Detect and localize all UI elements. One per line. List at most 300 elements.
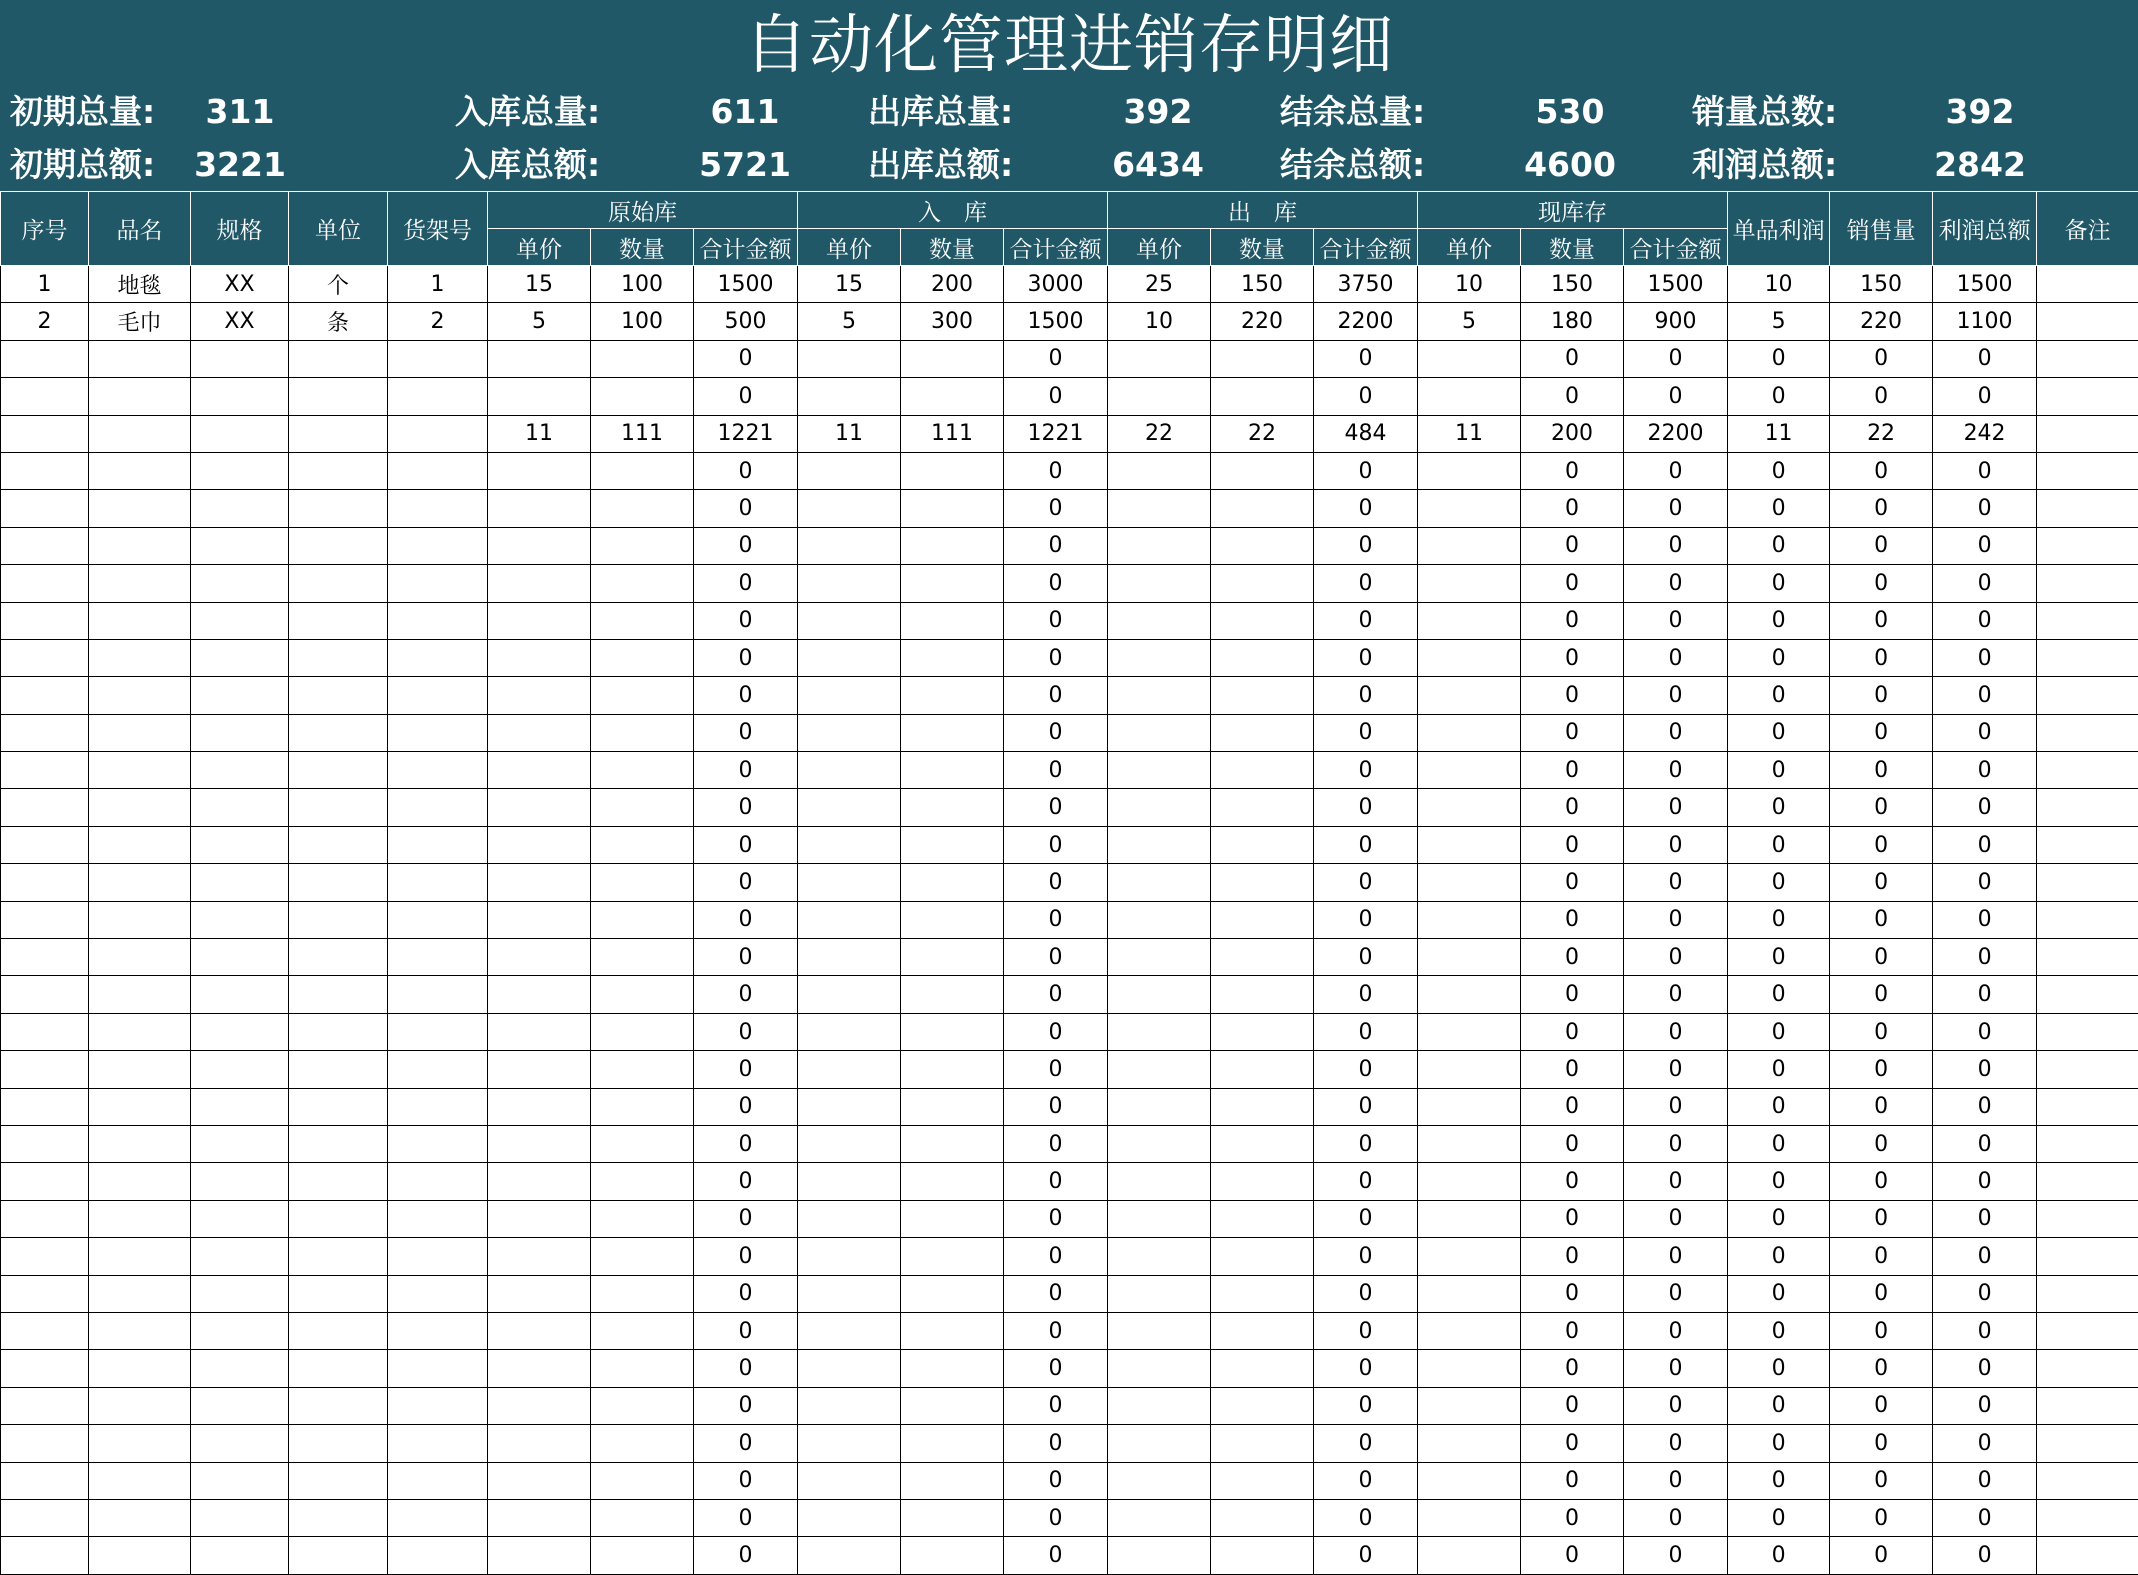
table-cell[interactable] — [388, 1125, 488, 1162]
table-cell[interactable] — [591, 1499, 694, 1536]
table-cell[interactable] — [2037, 901, 2138, 938]
table-cell[interactable] — [388, 752, 488, 789]
table-cell[interactable]: 0 — [1521, 1425, 1624, 1462]
table-cell[interactable] — [1, 565, 89, 602]
table-cell[interactable] — [798, 939, 901, 976]
table-cell[interactable] — [1418, 976, 1521, 1013]
table-cell[interactable] — [591, 752, 694, 789]
table-cell[interactable] — [1, 415, 89, 452]
table-cell[interactable]: 0 — [1521, 602, 1624, 639]
table-cell[interactable] — [89, 1125, 191, 1162]
table-cell[interactable] — [289, 565, 388, 602]
table-cell[interactable]: 0 — [1004, 714, 1108, 751]
table-cell[interactable]: 0 — [1830, 789, 1933, 826]
table-cell[interactable]: 0 — [694, 340, 798, 377]
table-cell[interactable]: 0 — [1314, 1499, 1418, 1536]
table-cell[interactable] — [89, 1088, 191, 1125]
table-cell[interactable] — [388, 789, 488, 826]
table-cell[interactable]: 1221 — [1004, 415, 1108, 452]
table-cell[interactable] — [901, 1163, 1004, 1200]
table-cell[interactable]: 0 — [1933, 1387, 2037, 1424]
table-cell[interactable] — [488, 789, 591, 826]
table-cell[interactable] — [2037, 939, 2138, 976]
table-cell[interactable]: 0 — [1728, 901, 1830, 938]
table-cell[interactable]: 0 — [1314, 677, 1418, 714]
table-cell[interactable]: 0 — [694, 565, 798, 602]
table-cell[interactable] — [798, 1499, 901, 1536]
table-cell[interactable]: 0 — [694, 452, 798, 489]
table-cell[interactable] — [191, 901, 289, 938]
table-cell[interactable] — [798, 677, 901, 714]
table-cell[interactable] — [388, 1312, 488, 1349]
table-cell[interactable]: 0 — [1830, 1238, 1933, 1275]
table-cell[interactable] — [591, 527, 694, 564]
table-cell[interactable]: 5 — [1728, 303, 1830, 340]
table-cell[interactable] — [591, 1425, 694, 1462]
table-cell[interactable]: 0 — [1004, 939, 1108, 976]
table-cell[interactable] — [289, 864, 388, 901]
table-cell[interactable]: 0 — [694, 378, 798, 415]
table-cell[interactable] — [89, 340, 191, 377]
table-cell[interactable] — [901, 527, 1004, 564]
table-cell[interactable]: 0 — [1004, 1499, 1108, 1536]
table-cell[interactable] — [89, 826, 191, 863]
table-cell[interactable]: 0 — [1830, 864, 1933, 901]
table-cell[interactable]: 0 — [1830, 1499, 1933, 1536]
table-cell[interactable] — [1418, 1387, 1521, 1424]
table-cell[interactable] — [89, 1238, 191, 1275]
table-cell[interactable] — [89, 527, 191, 564]
table-cell[interactable] — [591, 378, 694, 415]
table-cell[interactable]: 0 — [1933, 1350, 2037, 1387]
table-cell[interactable]: 0 — [1933, 602, 2037, 639]
table-cell[interactable]: 0 — [694, 1350, 798, 1387]
table-cell[interactable]: 484 — [1314, 415, 1418, 452]
table-cell[interactable]: 0 — [1521, 378, 1624, 415]
table-cell[interactable] — [1, 1350, 89, 1387]
table-cell[interactable] — [289, 378, 388, 415]
table-cell[interactable]: 0 — [1830, 378, 1933, 415]
table-cell[interactable]: 0 — [1728, 1499, 1830, 1536]
table-cell[interactable] — [901, 1051, 1004, 1088]
table-cell[interactable] — [488, 340, 591, 377]
table-cell[interactable] — [1211, 677, 1314, 714]
table-cell[interactable]: 0 — [1933, 1088, 2037, 1125]
table-cell[interactable] — [1108, 1350, 1211, 1387]
table-cell[interactable] — [388, 602, 488, 639]
table-cell[interactable] — [1108, 452, 1211, 489]
table-cell[interactable] — [289, 1051, 388, 1088]
table-cell[interactable] — [901, 452, 1004, 489]
table-cell[interactable]: 0 — [1624, 1387, 1728, 1424]
table-cell[interactable] — [1211, 1163, 1314, 1200]
table-cell[interactable] — [591, 490, 694, 527]
table-cell[interactable]: 0 — [1933, 1537, 2037, 1574]
table-cell[interactable] — [1, 976, 89, 1013]
table-cell[interactable] — [1418, 565, 1521, 602]
table-cell[interactable] — [1418, 826, 1521, 863]
table-cell[interactable]: 0 — [1521, 677, 1624, 714]
table-cell[interactable] — [388, 1275, 488, 1312]
table-cell[interactable] — [89, 1312, 191, 1349]
table-cell[interactable] — [1108, 1163, 1211, 1200]
subheader-amount[interactable]: 合计金额 — [694, 229, 798, 266]
subheader-price[interactable]: 单价 — [1108, 229, 1211, 266]
summary-value[interactable]: 2842 — [1915, 139, 2045, 191]
table-cell[interactable]: 0 — [1004, 976, 1108, 1013]
table-cell[interactable]: 1221 — [694, 415, 798, 452]
table-cell[interactable]: 0 — [1728, 1125, 1830, 1162]
table-cell[interactable] — [488, 1387, 591, 1424]
table-cell[interactable] — [2037, 714, 2138, 751]
table-cell[interactable]: 0 — [694, 1275, 798, 1312]
table-cell[interactable] — [191, 340, 289, 377]
table-cell[interactable] — [2037, 1088, 2138, 1125]
table-cell[interactable]: 0 — [1004, 1088, 1108, 1125]
table-cell[interactable]: 0 — [1933, 340, 2037, 377]
table-cell[interactable] — [89, 415, 191, 452]
table-cell[interactable] — [89, 1200, 191, 1237]
table-cell[interactable] — [901, 1013, 1004, 1050]
table-cell[interactable] — [901, 1350, 1004, 1387]
group-header-current-stock[interactable]: 现库存 — [1418, 192, 1728, 229]
table-cell[interactable] — [1418, 789, 1521, 826]
table-cell[interactable]: 0 — [1624, 939, 1728, 976]
table-cell[interactable]: 0 — [694, 1163, 798, 1200]
table-cell[interactable] — [89, 1425, 191, 1462]
table-cell[interactable]: 0 — [1624, 1163, 1728, 1200]
table-cell[interactable]: 0 — [1728, 1013, 1830, 1050]
table-cell[interactable] — [2037, 677, 2138, 714]
table-cell[interactable] — [901, 1088, 1004, 1125]
table-cell[interactable]: 1 — [1, 266, 89, 303]
table-cell[interactable] — [488, 976, 591, 1013]
table-cell[interactable]: 0 — [1521, 1499, 1624, 1536]
table-cell[interactable] — [388, 1462, 488, 1499]
table-cell[interactable]: XX — [191, 266, 289, 303]
table-cell[interactable]: 0 — [694, 1537, 798, 1574]
column-header-name[interactable]: 品名 — [89, 192, 191, 266]
table-cell[interactable] — [901, 864, 1004, 901]
table-cell[interactable]: 5 — [488, 303, 591, 340]
table-cell[interactable] — [1108, 939, 1211, 976]
table-cell[interactable]: 15 — [798, 266, 901, 303]
table-cell[interactable]: 0 — [1830, 602, 1933, 639]
table-cell[interactable]: 0 — [1933, 452, 2037, 489]
table-cell[interactable] — [1, 340, 89, 377]
table-cell[interactable]: 0 — [1521, 1275, 1624, 1312]
table-cell[interactable]: 0 — [1004, 864, 1108, 901]
table-cell[interactable]: 0 — [1004, 340, 1108, 377]
table-cell[interactable] — [1, 1425, 89, 1462]
table-cell[interactable] — [2037, 639, 2138, 676]
table-cell[interactable] — [1211, 1125, 1314, 1162]
table-cell[interactable] — [798, 1051, 901, 1088]
table-cell[interactable] — [191, 527, 289, 564]
table-cell[interactable] — [901, 1499, 1004, 1536]
table-cell[interactable]: 0 — [1004, 789, 1108, 826]
table-cell[interactable]: 0 — [1933, 1275, 2037, 1312]
table-cell[interactable] — [89, 1387, 191, 1424]
table-cell[interactable]: 15 — [488, 266, 591, 303]
table-cell[interactable]: 0 — [1728, 490, 1830, 527]
table-cell[interactable] — [901, 826, 1004, 863]
table-cell[interactable]: 0 — [1314, 639, 1418, 676]
table-cell[interactable] — [591, 1537, 694, 1574]
table-cell[interactable]: 0 — [1933, 677, 2037, 714]
table-cell[interactable] — [488, 527, 591, 564]
table-cell[interactable]: 0 — [1521, 864, 1624, 901]
table-cell[interactable] — [191, 1013, 289, 1050]
table-cell[interactable] — [289, 527, 388, 564]
table-cell[interactable] — [488, 1425, 591, 1462]
table-cell[interactable] — [1418, 1163, 1521, 1200]
table-cell[interactable] — [488, 602, 591, 639]
table-cell[interactable] — [1108, 752, 1211, 789]
table-cell[interactable]: 0 — [1728, 677, 1830, 714]
table-cell[interactable] — [1211, 976, 1314, 1013]
table-cell[interactable]: 0 — [1933, 1425, 2037, 1462]
table-cell[interactable]: 900 — [1624, 303, 1728, 340]
table-cell[interactable] — [1108, 901, 1211, 938]
table-cell[interactable]: 0 — [1933, 976, 2037, 1013]
table-cell[interactable] — [488, 1275, 591, 1312]
table-cell[interactable] — [89, 976, 191, 1013]
table-cell[interactable]: 0 — [694, 976, 798, 1013]
table-cell[interactable] — [388, 639, 488, 676]
table-cell[interactable]: 220 — [1830, 303, 1933, 340]
table-cell[interactable]: 0 — [1933, 1200, 2037, 1237]
table-cell[interactable]: 0 — [1521, 939, 1624, 976]
table-cell[interactable]: 0 — [1830, 826, 1933, 863]
table-cell[interactable] — [289, 677, 388, 714]
table-cell[interactable] — [591, 976, 694, 1013]
table-cell[interactable]: 0 — [1728, 527, 1830, 564]
table-cell[interactable] — [89, 1051, 191, 1088]
table-cell[interactable]: 0 — [1521, 1163, 1624, 1200]
table-cell[interactable] — [89, 1350, 191, 1387]
table-cell[interactable] — [388, 1200, 488, 1237]
table-cell[interactable]: 0 — [1521, 340, 1624, 377]
table-cell[interactable] — [1108, 976, 1211, 1013]
table-cell[interactable]: 0 — [1521, 714, 1624, 751]
table-cell[interactable] — [388, 826, 488, 863]
table-cell[interactable] — [591, 1200, 694, 1237]
table-cell[interactable] — [591, 1013, 694, 1050]
table-cell[interactable] — [901, 714, 1004, 751]
table-cell[interactable]: 0 — [694, 1088, 798, 1125]
table-cell[interactable]: 2 — [1, 303, 89, 340]
table-cell[interactable] — [289, 1537, 388, 1574]
table-cell[interactable] — [1, 452, 89, 489]
summary-value[interactable]: 4600 — [1505, 139, 1635, 191]
table-cell[interactable] — [1418, 1499, 1521, 1536]
table-cell[interactable]: 0 — [1933, 1312, 2037, 1349]
table-cell[interactable]: 0 — [1521, 789, 1624, 826]
table-cell[interactable] — [591, 1275, 694, 1312]
table-cell[interactable]: 0 — [1624, 1051, 1728, 1088]
table-cell[interactable]: 0 — [1933, 639, 2037, 676]
table-cell[interactable]: 0 — [1314, 1125, 1418, 1162]
table-cell[interactable]: 0 — [1521, 527, 1624, 564]
table-cell[interactable] — [191, 1238, 289, 1275]
table-cell[interactable]: 0 — [1314, 901, 1418, 938]
table-cell[interactable] — [488, 677, 591, 714]
summary-value[interactable]: 392 — [1093, 86, 1223, 138]
table-cell[interactable]: 0 — [694, 1387, 798, 1424]
table-cell[interactable]: 0 — [1830, 1013, 1933, 1050]
table-cell[interactable]: 3000 — [1004, 266, 1108, 303]
table-cell[interactable]: 0 — [1728, 602, 1830, 639]
table-cell[interactable]: 0 — [1830, 752, 1933, 789]
table-cell[interactable]: 0 — [1830, 1537, 1933, 1574]
table-cell[interactable] — [289, 939, 388, 976]
table-cell[interactable]: 0 — [694, 1462, 798, 1499]
table-cell[interactable] — [1211, 340, 1314, 377]
table-cell[interactable] — [1211, 602, 1314, 639]
table-cell[interactable] — [388, 1499, 488, 1536]
table-cell[interactable]: 0 — [1624, 826, 1728, 863]
table-cell[interactable]: 0 — [1004, 677, 1108, 714]
table-cell[interactable] — [388, 527, 488, 564]
table-cell[interactable]: 0 — [1933, 1013, 2037, 1050]
table-cell[interactable]: 0 — [1624, 976, 1728, 1013]
table-cell[interactable]: 0 — [1624, 1312, 1728, 1349]
table-cell[interactable]: 0 — [1314, 752, 1418, 789]
table-cell[interactable] — [901, 1200, 1004, 1237]
table-cell[interactable] — [798, 901, 901, 938]
table-cell[interactable] — [798, 826, 901, 863]
table-cell[interactable]: 0 — [1933, 490, 2037, 527]
table-cell[interactable]: 0 — [694, 826, 798, 863]
table-cell[interactable] — [388, 939, 488, 976]
table-cell[interactable] — [798, 602, 901, 639]
table-cell[interactable]: 0 — [1004, 1350, 1108, 1387]
table-cell[interactable] — [1, 864, 89, 901]
table-cell[interactable] — [289, 452, 388, 489]
table-cell[interactable] — [591, 1088, 694, 1125]
table-cell[interactable] — [1211, 1088, 1314, 1125]
table-cell[interactable]: 180 — [1521, 303, 1624, 340]
subheader-amount[interactable]: 合计金额 — [1314, 229, 1418, 266]
table-cell[interactable] — [901, 1275, 1004, 1312]
table-cell[interactable] — [591, 1238, 694, 1275]
table-cell[interactable] — [1211, 1537, 1314, 1574]
table-cell[interactable]: 0 — [1830, 1387, 1933, 1424]
table-cell[interactable]: XX — [191, 303, 289, 340]
table-cell[interactable]: 200 — [901, 266, 1004, 303]
table-cell[interactable] — [901, 565, 1004, 602]
table-cell[interactable]: 1500 — [1933, 266, 2037, 303]
table-cell[interactable] — [901, 639, 1004, 676]
table-cell[interactable] — [1108, 639, 1211, 676]
table-cell[interactable] — [591, 1163, 694, 1200]
table-cell[interactable] — [89, 1163, 191, 1200]
table-cell[interactable] — [798, 340, 901, 377]
table-cell[interactable] — [1418, 490, 1521, 527]
table-cell[interactable] — [591, 901, 694, 938]
table-cell[interactable] — [488, 1238, 591, 1275]
table-cell[interactable] — [1211, 1275, 1314, 1312]
table-cell[interactable]: 0 — [1314, 527, 1418, 564]
table-cell[interactable]: 0 — [1521, 752, 1624, 789]
table-cell[interactable]: 0 — [1314, 378, 1418, 415]
table-cell[interactable]: 0 — [1624, 1200, 1728, 1237]
table-cell[interactable]: 0 — [1314, 1350, 1418, 1387]
table-cell[interactable] — [388, 378, 488, 415]
table-cell[interactable] — [1211, 1238, 1314, 1275]
group-header-original-stock[interactable]: 原始库 — [488, 192, 798, 229]
table-cell[interactable]: 0 — [1830, 1312, 1933, 1349]
table-cell[interactable] — [289, 1387, 388, 1424]
table-cell[interactable] — [1418, 1125, 1521, 1162]
table-cell[interactable] — [1, 490, 89, 527]
table-cell[interactable] — [2037, 1051, 2138, 1088]
table-cell[interactable]: 0 — [1830, 1125, 1933, 1162]
table-cell[interactable] — [1, 378, 89, 415]
table-cell[interactable] — [191, 864, 289, 901]
table-cell[interactable]: 0 — [1933, 752, 2037, 789]
table-cell[interactable] — [2037, 1350, 2138, 1387]
table-cell[interactable] — [289, 826, 388, 863]
table-cell[interactable] — [89, 1537, 191, 1574]
table-cell[interactable]: 0 — [1004, 1312, 1108, 1349]
table-cell[interactable] — [798, 527, 901, 564]
table-cell[interactable]: 111 — [901, 415, 1004, 452]
table-cell[interactable] — [488, 714, 591, 751]
table-cell[interactable] — [488, 1125, 591, 1162]
table-cell[interactable] — [1418, 1275, 1521, 1312]
table-cell[interactable] — [591, 826, 694, 863]
table-cell[interactable] — [1418, 527, 1521, 564]
table-cell[interactable]: 0 — [1624, 714, 1728, 751]
table-cell[interactable] — [1418, 1425, 1521, 1462]
table-cell[interactable]: 0 — [1728, 864, 1830, 901]
table-cell[interactable] — [488, 1350, 591, 1387]
table-cell[interactable] — [1108, 1125, 1211, 1162]
table-cell[interactable]: 11 — [488, 415, 591, 452]
table-cell[interactable] — [591, 714, 694, 751]
table-cell[interactable] — [1211, 752, 1314, 789]
table-cell[interactable] — [289, 1462, 388, 1499]
table-cell[interactable]: 22 — [1830, 415, 1933, 452]
table-cell[interactable]: 0 — [1728, 939, 1830, 976]
table-cell[interactable]: 0 — [694, 1312, 798, 1349]
table-cell[interactable] — [289, 976, 388, 1013]
table-cell[interactable] — [1211, 639, 1314, 676]
table-cell[interactable] — [591, 677, 694, 714]
subheader-price[interactable]: 单价 — [488, 229, 591, 266]
table-cell[interactable]: 0 — [1314, 1013, 1418, 1050]
table-cell[interactable]: 0 — [1933, 901, 2037, 938]
table-cell[interactable]: 0 — [1004, 1051, 1108, 1088]
table-cell[interactable]: 0 — [1004, 1125, 1108, 1162]
table-cell[interactable]: 0 — [1521, 1387, 1624, 1424]
table-cell[interactable] — [1108, 527, 1211, 564]
table-cell[interactable]: 0 — [1933, 378, 2037, 415]
table-cell[interactable]: 0 — [1728, 1275, 1830, 1312]
table-cell[interactable] — [89, 677, 191, 714]
table-cell[interactable]: 0 — [1830, 1462, 1933, 1499]
table-cell[interactable] — [1, 1238, 89, 1275]
table-cell[interactable] — [488, 639, 591, 676]
table-cell[interactable] — [1108, 1537, 1211, 1574]
table-cell[interactable] — [1418, 1200, 1521, 1237]
table-cell[interactable] — [89, 1499, 191, 1536]
table-cell[interactable] — [798, 1125, 901, 1162]
table-cell[interactable]: 0 — [1004, 639, 1108, 676]
table-cell[interactable] — [191, 639, 289, 676]
